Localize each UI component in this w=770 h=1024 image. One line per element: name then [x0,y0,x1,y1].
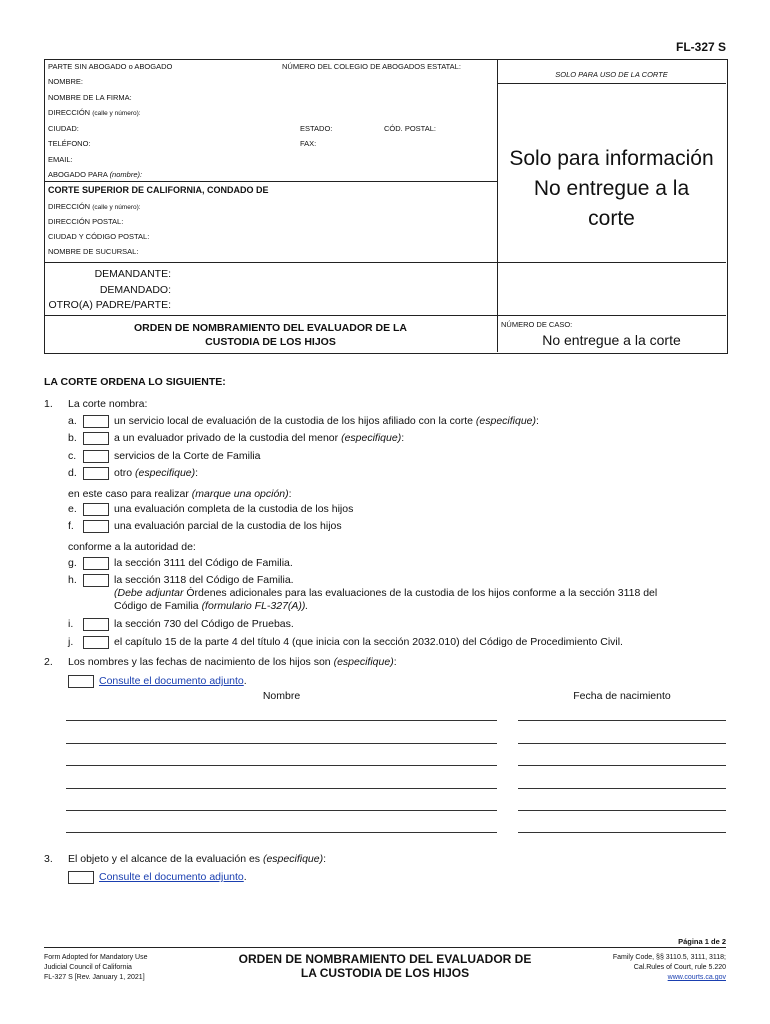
child-5-name-field[interactable] [66,810,497,811]
option-f-checkbox[interactable] [83,520,109,533]
item-2-text: Los nombres y las fechas de nacimiento de los hijos son (especifique): [68,656,397,668]
case-number-label: NÚMERO DE CASO: [501,320,573,329]
footer-code-line-2: Cal.Rules of Court, rule 5.220 [633,964,726,971]
option-d-letter: d. [68,467,77,479]
footer-rule [44,947,726,948]
child-6-name-field[interactable] [66,832,497,833]
child-1-name-field[interactable] [66,720,497,721]
item-3-attachment-checkbox[interactable] [68,871,94,884]
option-a-checkbox[interactable] [83,415,109,428]
option-j-checkbox[interactable] [83,636,109,649]
footer-title-line-1: ORDEN DE NOMBRAMIENTO DEL EVALUADOR DE [238,952,532,966]
respondent-label: DEMANDADO: [99,284,171,296]
option-e-text: una evaluación completa de la custodia de los hijos [114,503,354,515]
child-6-dob-field[interactable] [518,832,726,833]
court-branch-label: NOMBRE DE SUCURSAL: [48,247,139,256]
court-use-divider [497,83,726,84]
option-d-checkbox[interactable] [83,467,109,480]
form-title-line-2: CUSTODIA DE LOS HIJOS [205,336,336,348]
item-2-attachment-checkbox[interactable] [68,675,94,688]
option-i-text: la sección 730 del Código de Pruebas. [114,618,294,630]
child-3-dob-field[interactable] [518,765,726,766]
item-1-number: 1. [44,398,53,410]
option-j-letter: j. [68,636,74,648]
child-3-name-field[interactable] [66,765,497,766]
zip-label: CÓD. POSTAL: [384,124,436,133]
option-c-text: servicios de la Corte de Familia [114,450,261,462]
court-heading: CORTE SUPERIOR DE CALIFORNIA, CONDADO DE [48,185,269,195]
item-2-attachment-link[interactable]: Consulte el documento adjunto. [99,675,247,687]
footer-adopted-line-2: Judicial Council of California [44,964,132,971]
case-number-value: No entregue a la corte [542,332,681,348]
court-mailing-label: DIRECCIÓN POSTAL: [48,217,124,226]
party-label: PARTE SIN ABOGADO o ABOGADO [48,62,173,71]
child-2-dob-field[interactable] [518,743,726,744]
option-h-letter: h. [68,574,77,586]
email-label: EMAIL: [48,155,73,164]
footer-adopted-line-1: Form Adopted for Mandatory Use [44,954,148,961]
option-f-letter: f. [68,520,74,532]
footer-codes [560,953,726,983]
child-4-dob-field[interactable] [518,788,726,789]
option-c-letter: c. [68,450,77,462]
option-a-text: un servicio local de evaluación de la custodia de los hijos afiliado con la corte (especifique): [114,415,539,427]
info-notice-line-2: No entregue a la [533,177,690,200]
name-label: NOMBRE: [48,77,84,86]
option-h-text: la sección 3118 del Código de Familia. [114,574,294,586]
attorney-for-label: ABOGADO PARA (nombre): [48,170,143,179]
option-g-checkbox[interactable] [83,557,109,570]
footer-adopted [44,953,148,983]
info-notice-line-3: corte [588,207,635,230]
option-b-letter: b. [68,432,77,444]
child-4-name-field[interactable] [66,788,497,789]
fax-label: FAX: [300,139,317,148]
option-b-checkbox[interactable] [83,432,109,445]
item-1-text: La corte nombra: [68,398,148,410]
phone-label: TELÉFONO: [48,139,91,148]
title-section-divider [44,315,726,316]
option-i-letter: i. [68,618,74,630]
form-title-line-1: ORDEN DE NOMBRAMIENTO DEL EVALUADOR DE LA [133,322,407,334]
court-city-zip-label: CIUDAD Y CÓDIGO POSTAL: [48,232,150,241]
state-label: ESTADO: [300,124,333,133]
option-j-text: el capítulo 15 de la parte 4 del título 4 (que inicia con la sección 2032.010) del Código de Procedimiento Civil. [114,636,623,648]
bar-number-label: NÚMERO DEL COLEGIO DE ABOGADOS ESTATAL: [282,62,461,71]
petitioner-label: DEMANDANTE: [94,268,171,280]
child-1-dob-field[interactable] [518,720,726,721]
address-label: DIRECCIÓN (calle y número): [48,108,141,117]
footer-title [220,952,550,980]
children-dob-header: Fecha de nacimiento [573,690,671,702]
option-h-checkbox[interactable] [83,574,109,587]
page-number: Página 1 de 2 [678,937,726,946]
item-2-number: 2. [44,656,53,668]
option-i-checkbox[interactable] [83,618,109,631]
footer-title-line-2: LA CUSTODIA DE LOS HIJOS [300,966,470,980]
info-notice-line-1: Solo para información [509,147,714,170]
order-heading: LA CORTE ORDENA LO SIGUIENTE: [44,376,226,388]
form-number: FL-327 S [675,40,726,54]
evaluation-type-prompt: en este caso para realizar (marque una opción): [68,488,292,500]
option-a-letter: a. [68,415,77,427]
city-label: CIUDAD: [48,124,79,133]
parties-section-divider [44,262,726,263]
children-name-header: Nombre [262,690,301,702]
footer-code-line-1: Family Code, §§ 3110.5, 3111, 3118; [612,954,726,961]
courts-website-link[interactable]: www.courts.ca.gov [667,974,726,981]
option-h-note: (Debe adjuntar Órdenes adicionales para las evaluaciones de la custodia de los hijos conforme a la sección 3118 del [114,587,658,599]
option-e-checkbox[interactable] [83,503,109,516]
other-parent-label: OTRO(A) PADRE/PARTE: [48,299,171,311]
option-f-text: una evaluación parcial de la custodia de los hijos [114,520,342,532]
option-g-letter: g. [68,557,77,569]
item-3-text: El objeto y el alcance de la evaluación es (especifique): [68,853,327,865]
item-3-attachment-link[interactable]: Consulte el documento adjunto. [99,871,247,883]
option-e-letter: e. [68,503,77,515]
option-c-checkbox[interactable] [83,450,109,463]
court-address-label: DIRECCIÓN (calle y número): [48,202,141,211]
info-notice [497,144,726,234]
option-d-text: otro (especifique): [114,467,199,479]
court-use-label: SOLO PARA USO DE LA CORTE [555,70,668,79]
firm-label: NOMBRE DE LA FIRMA: [48,93,132,102]
option-b-text: a un evaluador privado de la custodia del menor (especifique): [114,432,405,444]
child-2-name-field[interactable] [66,743,497,744]
option-g-text: la sección 3111 del Código de Familia. [114,557,293,569]
court-section-divider [44,181,497,182]
child-5-dob-field[interactable] [518,810,726,811]
item-3-number: 3. [44,853,53,865]
authority-prompt: conforme a la autoridad de: [68,541,196,553]
option-h-note-2: Código de Familia (formulario FL-327(A)). [114,600,309,612]
footer-adopted-line-3: FL-327 S [Rev. January 1, 2021] [44,974,145,981]
